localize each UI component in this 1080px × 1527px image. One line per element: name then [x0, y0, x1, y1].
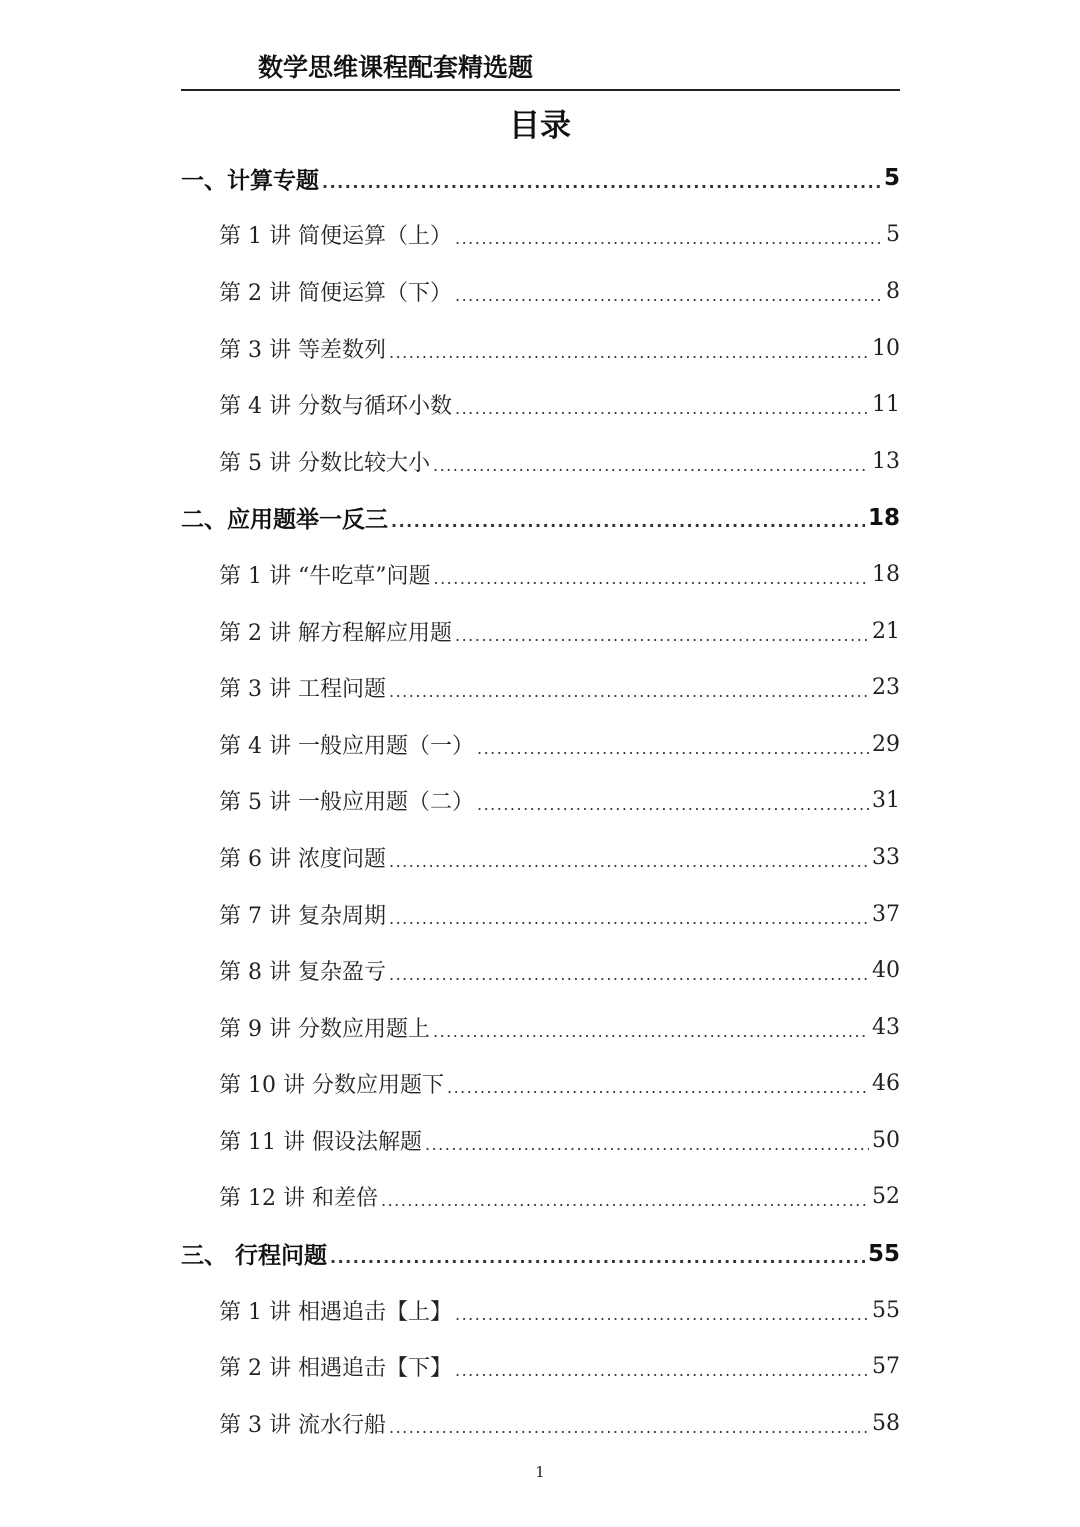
running-header-title: 数学思维课程配套精选题: [258, 53, 534, 82]
toc-entry-page-number: 50: [872, 1127, 900, 1153]
toc-entry-label: 第 4 讲 分数与循环小数: [219, 394, 452, 420]
toc-lecture-entry[interactable]: [181, 376, 900, 433]
toc-entry-label: 二、应用题举一反三: [181, 507, 388, 534]
header-rule: [181, 89, 900, 91]
toc-section-entry[interactable]: [181, 150, 900, 207]
toc-entry-page-number: 5: [886, 222, 900, 248]
toc-dot-leader: [433, 569, 869, 588]
toc-lecture-entry[interactable]: [181, 1112, 900, 1169]
toc-dot-leader: [389, 682, 869, 701]
toc-entry-page-number: 29: [872, 731, 900, 757]
toc-dot-leader: [447, 1078, 869, 1097]
toc-entry-label: 第 3 讲 工程问题: [219, 677, 386, 703]
toc-dot-leader: [425, 1135, 869, 1154]
toc-dot-leader: [433, 456, 869, 475]
toc-entry-page-number: 18: [867, 504, 900, 531]
toc-lecture-entry[interactable]: [181, 207, 900, 264]
toc-lecture-entry[interactable]: [181, 942, 900, 999]
table-of-contents: [181, 150, 900, 1452]
toc-dot-leader: [389, 1418, 869, 1437]
toc-dot-leader: [330, 1248, 865, 1267]
toc-section-entry[interactable]: [181, 490, 900, 547]
toc-entry-page-number: 55: [867, 1240, 900, 1267]
toc-entry-label: 第 2 讲 简便运算（下）: [219, 280, 452, 306]
toc-entry-page-number: 40: [872, 958, 900, 984]
toc-lecture-entry[interactable]: [181, 1395, 900, 1452]
toc-entry-label: 第 5 讲 分数比较大小: [219, 450, 430, 476]
toc-lecture-entry[interactable]: [181, 716, 900, 773]
toc-entry-page-number: 58: [872, 1410, 900, 1436]
toc-dot-leader: [389, 852, 869, 871]
toc-dot-leader: [455, 399, 869, 418]
toc-entry-label: 第 9 讲 分数应用题上: [219, 1016, 430, 1042]
toc-entry-page-number: 18: [872, 561, 900, 587]
toc-lecture-entry[interactable]: [181, 999, 900, 1056]
toc-entry-label: 第 2 讲 解方程解应用题: [219, 620, 452, 646]
toc-dot-leader: [391, 512, 865, 531]
toc-lecture-entry[interactable]: [181, 829, 900, 886]
toc-lecture-entry[interactable]: [181, 1282, 900, 1339]
toc-lecture-entry[interactable]: [181, 546, 900, 603]
toc-lecture-entry[interactable]: [181, 1169, 900, 1226]
toc-entry-page-number: 55: [872, 1297, 900, 1323]
toc-entry-label: 第 8 讲 复杂盈亏: [219, 960, 386, 986]
toc-lecture-entry[interactable]: [181, 603, 900, 660]
toc-lecture-entry[interactable]: [181, 1338, 900, 1395]
toc-entry-label: 第 1 讲 “牛吃草”问题: [219, 563, 431, 589]
toc-dot-leader: [381, 1191, 869, 1210]
toc-dot-leader: [455, 1361, 869, 1380]
toc-lecture-entry[interactable]: [181, 433, 900, 490]
toc-entry-page-number: 10: [872, 335, 900, 361]
toc-entry-label: 第 12 讲 和差倍: [219, 1186, 378, 1212]
toc-entry-page-number: 52: [872, 1184, 900, 1210]
toc-dot-leader: [389, 965, 869, 984]
toc-dot-leader: [477, 795, 869, 814]
toc-entry-label: 第 11 讲 假设法解题: [219, 1129, 422, 1155]
toc-entry-label: 第 6 讲 浓度问题: [219, 846, 386, 872]
toc-entry-label: 第 3 讲 等差数列: [219, 337, 386, 363]
toc-dot-leader: [455, 229, 883, 248]
toc-entry-label: 第 1 讲 相遇追击【上】: [219, 1299, 452, 1325]
toc-section-entry[interactable]: [181, 1225, 900, 1282]
footer-page-number: 1: [535, 1463, 545, 1481]
toc-entry-page-number: 31: [872, 788, 900, 814]
toc-entry-page-number: 11: [872, 392, 900, 418]
toc-entry-label: 第 10 讲 分数应用题下: [219, 1073, 444, 1099]
toc-entry-label: 第 2 讲 相遇追击【下】: [219, 1356, 452, 1382]
toc-lecture-entry[interactable]: [181, 659, 900, 716]
toc-entry-page-number: 5: [883, 165, 900, 192]
toc-dot-leader: [389, 909, 869, 928]
toc-lecture-entry[interactable]: [181, 1056, 900, 1113]
toc-entry-label: 三、 行程问题: [181, 1243, 328, 1270]
toc-entry-page-number: 8: [886, 278, 900, 304]
toc-entry-label: 一、计算专题: [181, 167, 319, 194]
toc-dot-leader: [433, 1022, 869, 1041]
toc-lecture-entry[interactable]: [181, 263, 900, 320]
toc-entry-page-number: 21: [872, 618, 900, 644]
toc-entry-label: 第 1 讲 简便运算（上）: [219, 224, 452, 250]
toc-dot-leader: [322, 173, 881, 192]
toc-entry-page-number: 13: [872, 448, 900, 474]
toc-lecture-entry[interactable]: [181, 773, 900, 830]
toc-entry-page-number: 57: [872, 1354, 900, 1380]
toc-entry-page-number: 46: [872, 1071, 900, 1097]
toc-dot-leader: [455, 286, 883, 305]
toc-dot-leader: [455, 1305, 869, 1324]
toc-entry-page-number: 33: [872, 844, 900, 870]
toc-entry-label: 第 7 讲 复杂周期: [219, 903, 386, 929]
toc-entry-label: 第 4 讲 一般应用题（一）: [219, 733, 474, 759]
toc-entry-label: 第 3 讲 流水行船: [219, 1412, 386, 1438]
toc-title: 目录: [509, 108, 571, 144]
toc-lecture-entry[interactable]: [181, 886, 900, 943]
toc-entry-label: 第 5 讲 一般应用题（二）: [219, 790, 474, 816]
toc-lecture-entry[interactable]: [181, 320, 900, 377]
toc-dot-leader: [455, 626, 869, 645]
toc-entry-page-number: 23: [872, 675, 900, 701]
toc-dot-leader: [389, 343, 869, 362]
toc-entry-page-number: 43: [872, 1014, 900, 1040]
toc-dot-leader: [477, 739, 869, 758]
toc-entry-page-number: 37: [872, 901, 900, 927]
